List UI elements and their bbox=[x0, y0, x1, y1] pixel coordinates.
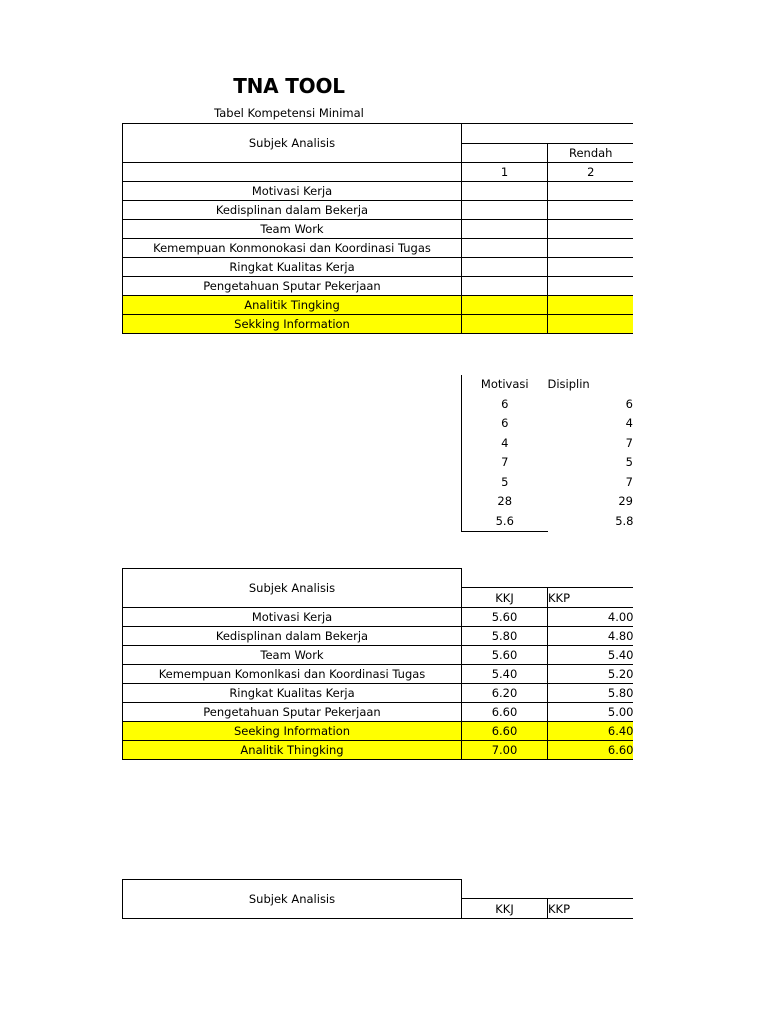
row-label: Team Work bbox=[123, 220, 462, 239]
kkp-header: KKP bbox=[548, 899, 634, 919]
score-cell[interactable] bbox=[462, 220, 548, 239]
score-value: 7 bbox=[625, 435, 633, 450]
table-row bbox=[123, 201, 634, 220]
table-row bbox=[462, 492, 634, 512]
empty-cell[interactable] bbox=[462, 144, 548, 163]
page-edge bbox=[633, 0, 768, 1024]
table-row bbox=[123, 220, 634, 239]
kkp-value: 4.80 bbox=[548, 627, 634, 646]
score-value: 6 bbox=[462, 395, 548, 415]
kkp-value: 5.20 bbox=[548, 665, 634, 684]
table-row bbox=[123, 665, 634, 684]
table-row bbox=[123, 277, 634, 296]
scores-table bbox=[461, 375, 634, 532]
scores-header: Motivasi bbox=[462, 375, 548, 395]
table-row bbox=[123, 741, 634, 760]
score-value: 4 bbox=[625, 416, 633, 430]
kkp-value: 5.00 bbox=[548, 703, 634, 722]
row-label: Ringkat Kualitas Kerja bbox=[123, 684, 462, 703]
row-label: Team Work bbox=[123, 646, 462, 665]
kkj-value: 7.00 bbox=[462, 741, 548, 760]
score-value: 28 bbox=[462, 492, 548, 512]
level-col-1: 1 bbox=[462, 163, 548, 182]
kkj-value: 5.40 bbox=[462, 665, 548, 684]
score-value: 7 bbox=[462, 453, 548, 473]
score-cell[interactable] bbox=[548, 258, 634, 277]
empty-cell[interactable] bbox=[123, 163, 462, 182]
score-cell[interactable] bbox=[548, 315, 634, 334]
row-label: Pengetahuan Sputar Pekerjaan bbox=[123, 703, 462, 722]
score-cell[interactable] bbox=[462, 296, 548, 315]
row-label: Pengetahuan Sputar Pekerjaan bbox=[123, 277, 462, 296]
table-row bbox=[123, 646, 634, 665]
table-row bbox=[123, 722, 634, 741]
kkj-value: 6.20 bbox=[462, 684, 548, 703]
row-label: Analitik Tingking bbox=[123, 296, 462, 315]
kkj-value: 6.60 bbox=[462, 722, 548, 741]
row-label: Sekking Information bbox=[123, 315, 462, 334]
score-cell[interactable] bbox=[548, 201, 634, 220]
table-row bbox=[462, 512, 634, 532]
score-cell[interactable] bbox=[548, 239, 634, 258]
kkj-kkp-table-2 bbox=[122, 879, 634, 919]
row-label: Ringkat Kualitas Kerja bbox=[123, 258, 462, 277]
score-value: 5.8 bbox=[615, 513, 634, 528]
table-row bbox=[123, 296, 634, 315]
kkj-header: KKJ bbox=[462, 899, 548, 919]
empty-cell bbox=[462, 880, 634, 899]
score-cell[interactable] bbox=[462, 315, 548, 334]
table-row bbox=[123, 239, 634, 258]
subject-header: Subjek Analisis bbox=[123, 124, 462, 163]
page-title: TNA TOOL bbox=[233, 74, 345, 98]
page-subtitle: Tabel Kompetensi Minimal bbox=[214, 106, 364, 120]
table-row bbox=[462, 473, 634, 493]
score-cell[interactable] bbox=[548, 296, 634, 315]
row-label: Kedisplinan dalam Bekerja bbox=[123, 627, 462, 646]
kkj-value: 5.60 bbox=[462, 646, 548, 665]
score-value: 5 bbox=[462, 473, 548, 493]
score-cell[interactable] bbox=[548, 182, 634, 201]
score-cell[interactable] bbox=[462, 239, 548, 258]
scores-header: Disiplin bbox=[547, 377, 590, 391]
subject-header: Subjek Analisis bbox=[123, 880, 462, 919]
level-label: Rendah bbox=[548, 144, 634, 163]
row-label: Motivasi Kerja bbox=[123, 608, 462, 627]
kkp-value: 4.00 bbox=[548, 608, 634, 627]
table-row bbox=[123, 182, 634, 201]
empty-cell bbox=[462, 569, 634, 588]
score-cell[interactable] bbox=[462, 201, 548, 220]
score-value: 5 bbox=[625, 455, 633, 469]
row-label: Kedisplinan dalam Bekerja bbox=[123, 201, 462, 220]
row-label: Seeking Information bbox=[123, 722, 462, 741]
kkj-header: KKJ bbox=[462, 588, 548, 608]
score-value: 6 bbox=[462, 414, 548, 434]
row-label: Kemempuan Konmonokasi dan Koordinasi Tugas bbox=[123, 239, 462, 258]
row-label: Motivasi Kerja bbox=[123, 182, 462, 201]
empty-cell[interactable] bbox=[462, 124, 634, 144]
table-row bbox=[123, 315, 634, 334]
score-value: 6 bbox=[625, 396, 633, 411]
score-cell[interactable] bbox=[548, 277, 634, 296]
scores-header-row bbox=[462, 375, 634, 395]
competency-table bbox=[122, 123, 634, 334]
table-row bbox=[123, 684, 634, 703]
score-cell[interactable] bbox=[462, 258, 548, 277]
table-row bbox=[123, 258, 634, 277]
table-row bbox=[123, 703, 634, 722]
table-row bbox=[462, 434, 634, 454]
kkj-value: 5.60 bbox=[462, 608, 548, 627]
kkp-header: KKP bbox=[548, 588, 634, 608]
table-row bbox=[462, 395, 634, 415]
score-cell[interactable] bbox=[548, 220, 634, 239]
row-label: Kemempuan Komonlkasi dan Koordinasi Tugas bbox=[123, 665, 462, 684]
row-label: Analitik Thingking bbox=[123, 741, 462, 760]
level-col-2: 2 bbox=[548, 163, 634, 182]
score-cell[interactable] bbox=[462, 277, 548, 296]
table-row bbox=[462, 453, 634, 473]
kkp-value: 6.40 bbox=[548, 722, 634, 741]
subject-header: Subjek Analisis bbox=[123, 569, 462, 608]
kkj-value: 5.80 bbox=[462, 627, 548, 646]
score-cell[interactable] bbox=[462, 182, 548, 201]
kkj-kkp-table bbox=[122, 568, 634, 760]
table-row bbox=[123, 608, 634, 627]
kkj-value: 6.60 bbox=[462, 703, 548, 722]
table-row bbox=[462, 414, 634, 434]
score-value: 5.6 bbox=[462, 512, 548, 532]
kkp-value: 6.60 bbox=[548, 741, 634, 760]
score-value: 7 bbox=[625, 474, 633, 489]
score-value: 29 bbox=[618, 494, 633, 508]
kkp-value: 5.80 bbox=[548, 684, 634, 703]
score-value: 4 bbox=[462, 434, 548, 454]
kkp-value: 5.40 bbox=[548, 646, 634, 665]
table-row bbox=[123, 627, 634, 646]
